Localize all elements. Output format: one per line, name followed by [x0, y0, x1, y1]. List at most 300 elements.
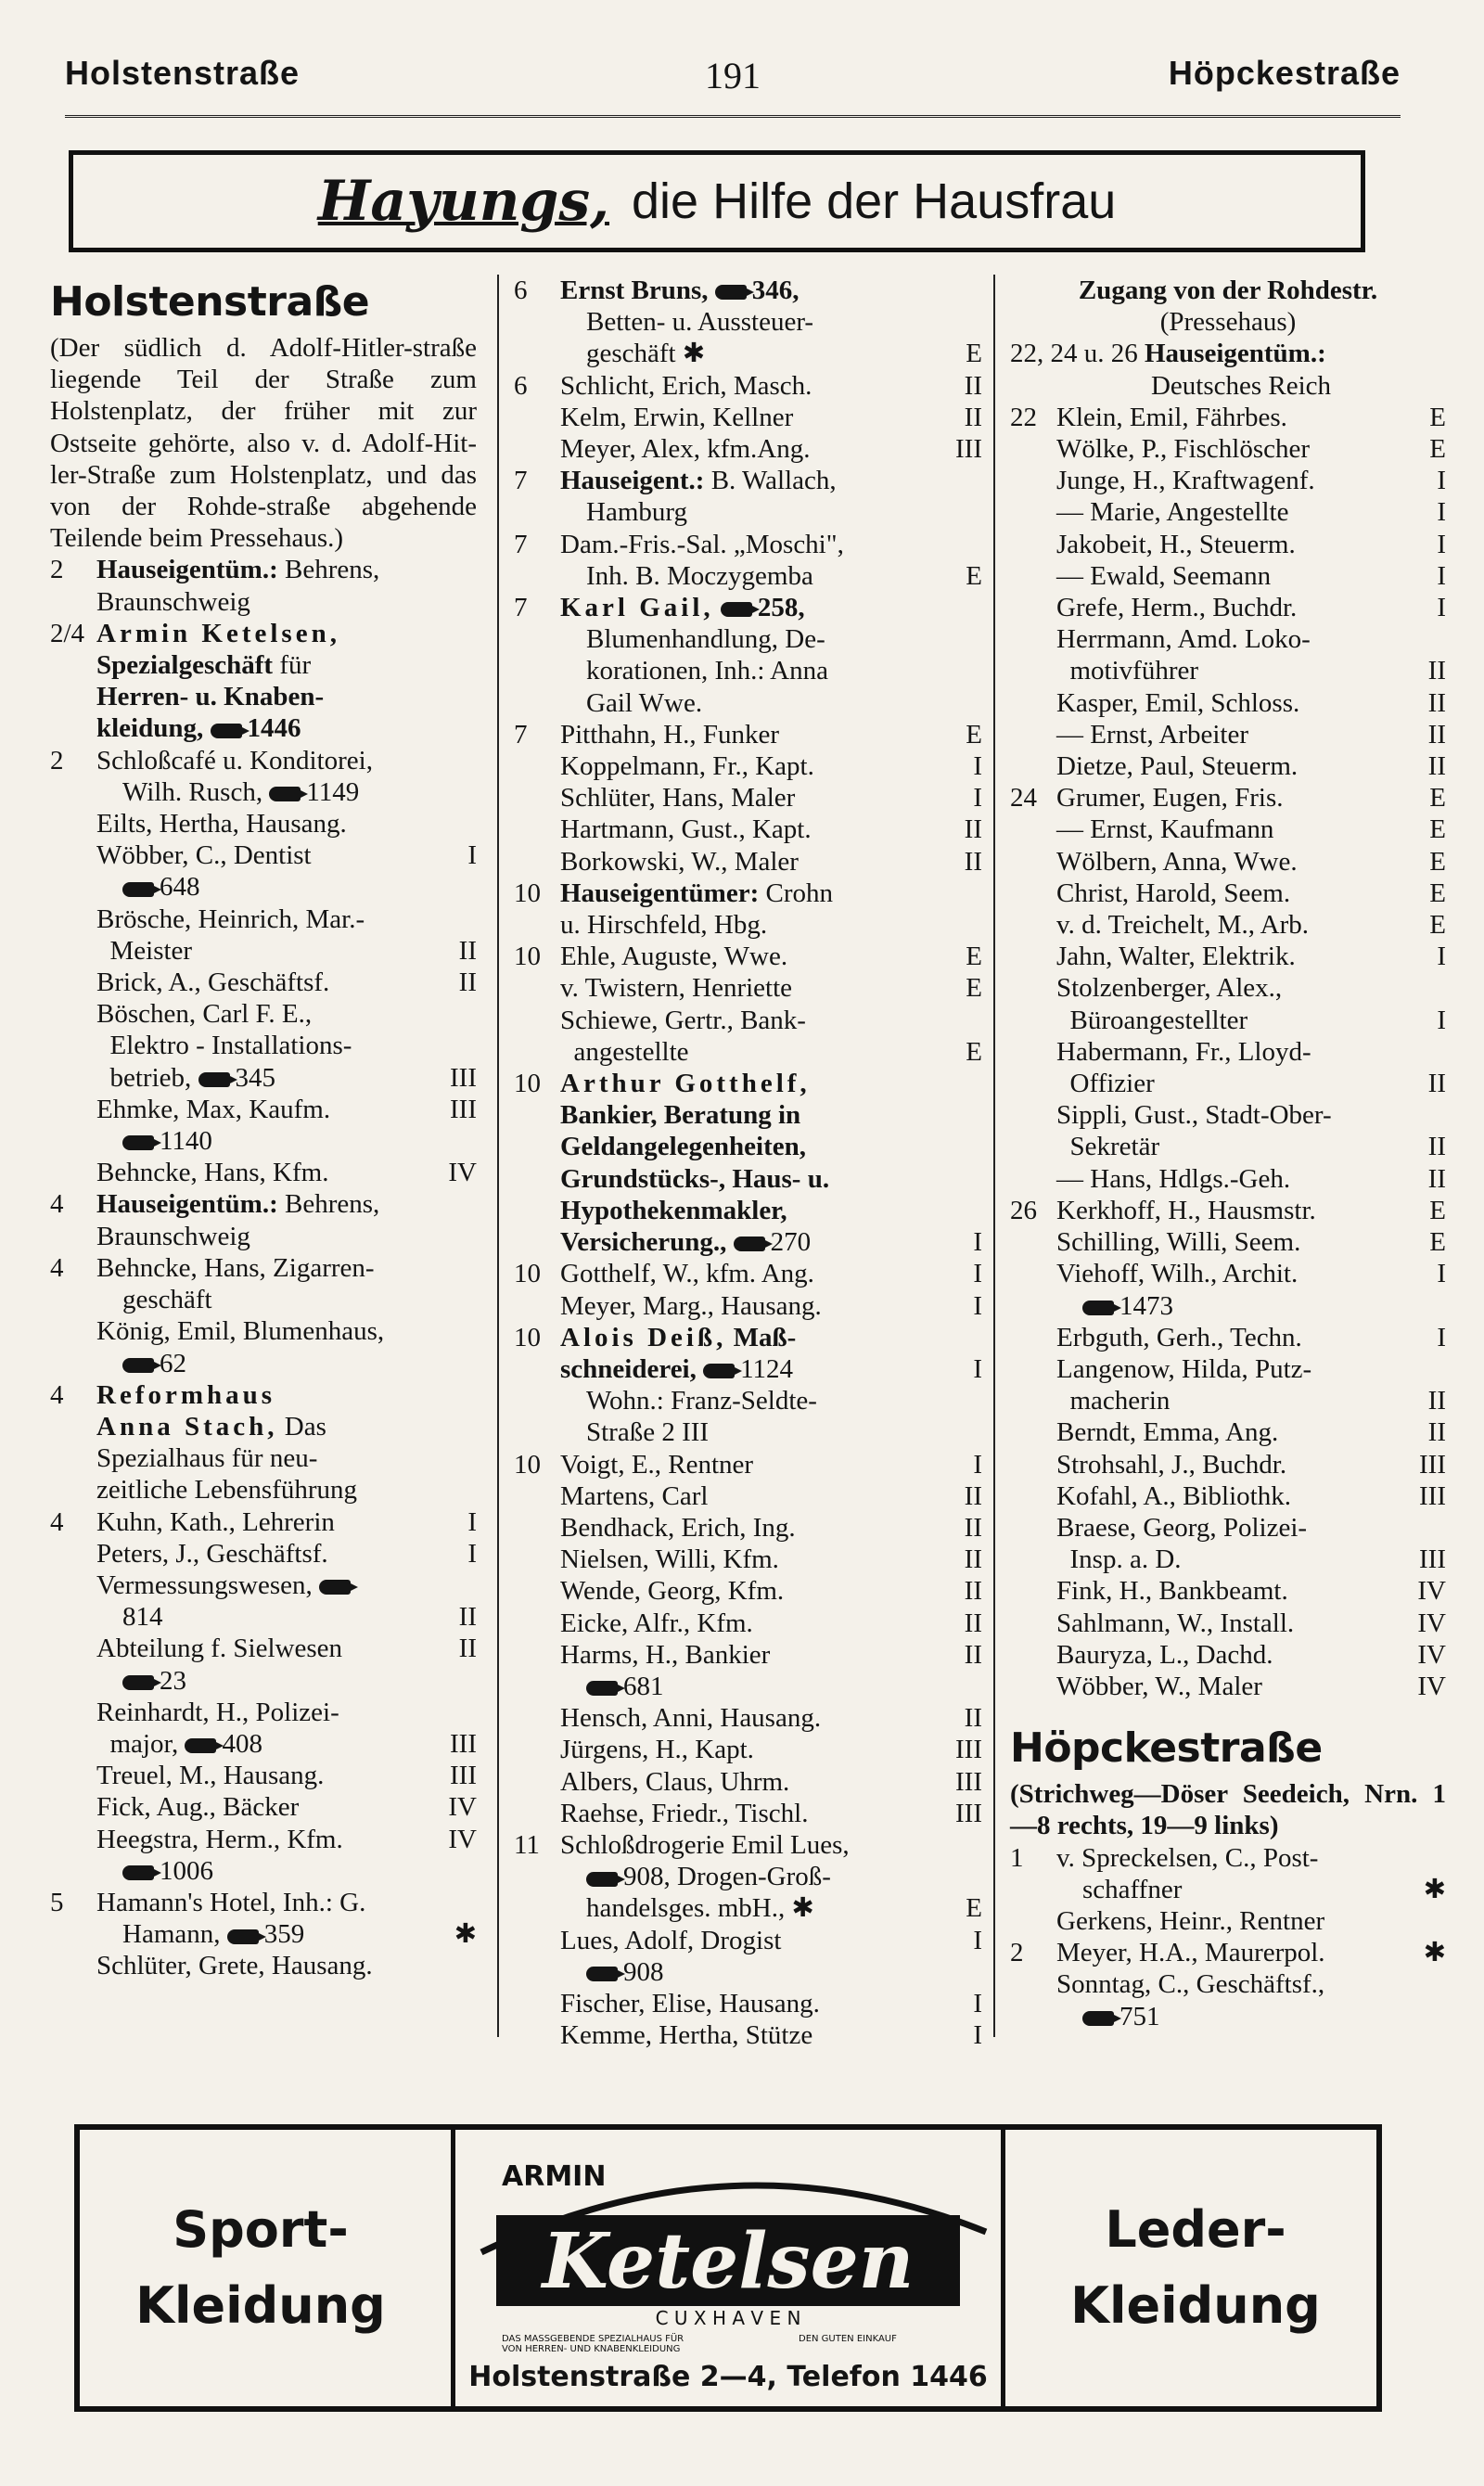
house-number: 24: [1010, 783, 1037, 814]
business-line: Gail Wwe.: [586, 687, 703, 718]
business-owner: Anna Stach,: [96, 1411, 278, 1442]
floor: I: [973, 783, 982, 814]
floor: E: [1429, 846, 1446, 877]
floor: I: [1437, 466, 1446, 496]
floor: E: [966, 560, 982, 591]
telephone-icon: [122, 1358, 154, 1373]
address-entry: [1010, 1937, 1446, 2032]
owner-name: Deutsches Reich: [1150, 370, 1332, 401]
floor: E: [1429, 878, 1446, 908]
phone-number: 751: [1119, 2001, 1160, 2031]
resident-name: Nielsen, Willi, Kfm.: [560, 1544, 779, 1575]
floor: I: [1437, 1259, 1446, 1289]
floor: II: [458, 967, 477, 998]
logo-name: Ketelsen: [542, 2217, 915, 2306]
house-number: 7: [514, 593, 528, 623]
house-number: 4: [50, 1189, 64, 1220]
phone-number: 1149: [306, 776, 360, 807]
house-number: 10: [514, 878, 541, 908]
resident-name: Schiewe, Gertr., Bank-: [560, 1005, 806, 1035]
header-left-street: Holstenstraße: [65, 54, 301, 92]
phone-number: 1124: [740, 1353, 794, 1384]
resident-name: König, Emil, Blumenhaus,: [96, 1316, 385, 1347]
floor: II: [964, 1512, 982, 1543]
address-entry: [514, 1449, 982, 1829]
business-line: Versicherung.,: [560, 1227, 727, 1258]
floor: E: [1429, 402, 1446, 432]
address-entry: [514, 878, 982, 941]
resident-name: Meyer, H.A., Maurerpol.: [1056, 1938, 1325, 1968]
ad-left-line: Sport-: [173, 2200, 349, 2259]
address-entry: [1010, 1195, 1446, 1702]
resident-name: Herrmann, Amd. Loko-: [1056, 624, 1311, 655]
phone-number: 908: [623, 1956, 664, 1987]
business-name: Reformhaus: [96, 1379, 276, 1410]
floor: II: [458, 1634, 477, 1664]
resident-name: Fischer, Elise, Hausang.: [560, 1988, 820, 2018]
floor: II: [1427, 719, 1446, 750]
floor: II: [1427, 1386, 1446, 1416]
floor: I: [973, 1353, 982, 1384]
floor: I: [973, 1925, 982, 1955]
telephone-icon: [319, 1580, 351, 1595]
resident-name: Abteilung f. Sielwesen: [96, 1634, 342, 1664]
business-line: Spezialgeschäft: [96, 650, 274, 681]
address-entry: [514, 1068, 982, 1258]
floor: E: [966, 1036, 982, 1067]
logo-tagline: DEN GUTEN EINKAUF: [799, 2334, 897, 2344]
floor: I: [467, 1506, 477, 1537]
resident-line: [96, 903, 477, 935]
business-line: Herren- u. Knaben-: [96, 682, 325, 712]
owner-city: Braunschweig: [96, 1221, 250, 1251]
house-number: 1: [1010, 1842, 1024, 1873]
floor: I: [1437, 1005, 1446, 1035]
floor: II: [964, 1703, 982, 1734]
ad-address: Holstenstraße 2—4, Telefon 1446: [468, 2361, 988, 2393]
phone-number: 1446: [247, 713, 301, 744]
floor: III: [450, 1761, 477, 1791]
floor: II: [458, 935, 477, 966]
phone-number: 62: [160, 1348, 186, 1378]
business-line: Betten- u. Aussteuer-: [586, 307, 814, 338]
address-entry: [514, 1829, 982, 2051]
resident-name: Sekretär: [1056, 1132, 1160, 1162]
floor: III: [955, 434, 982, 465]
address-entry: [50, 1252, 477, 1379]
address-entry: [50, 1506, 477, 1887]
phone-number: 1473: [1119, 1290, 1173, 1321]
floor: II: [1427, 751, 1446, 782]
telephone-icon: [715, 285, 747, 300]
phone-number: 270: [770, 1227, 812, 1258]
telephone-icon: [122, 1135, 154, 1150]
phone-number: 681: [623, 1671, 664, 1701]
top-advertisement: [69, 150, 1365, 252]
resident-name: Büroangestellter: [1056, 1005, 1248, 1035]
resident-name: Koppelmann, Fr., Kapt.: [560, 751, 814, 782]
address-entry: [50, 1188, 477, 1251]
floor: I: [973, 1988, 982, 2018]
resident-name: Vermessungswesen,: [96, 1570, 313, 1600]
business-name: Dam.-Fris.-Sal. „Moschi",: [560, 529, 844, 559]
house-number: 7: [514, 719, 528, 750]
column-1: [50, 275, 477, 2102]
street-heading: Höpckestraße: [1010, 1724, 1323, 1773]
floor: II: [1427, 1132, 1446, 1162]
address-entry: [514, 370, 982, 466]
business-line: Wohn.: Franz-Seldte-: [586, 1386, 817, 1416]
telephone-icon: [227, 1929, 259, 1944]
floor: E: [1429, 434, 1446, 465]
resident-name: Lues, Adolf, Drogist: [560, 1925, 782, 1955]
business-line: Spezialhaus für neu-: [96, 1443, 318, 1474]
business-line: Drogen-Groß-: [670, 1862, 831, 1892]
floor: IV: [448, 1158, 477, 1188]
resident-detail: schaffner: [1082, 1874, 1183, 1904]
access-note: Zugang von der Rohdestr.: [1078, 276, 1378, 305]
resident-name: Meyer, Marg., Hausang.: [560, 1290, 822, 1321]
address-entry: [50, 618, 477, 745]
resident-detail: geschäft: [122, 1285, 212, 1315]
resident-name: Jakobeit, H., Steuerm.: [1056, 529, 1296, 559]
resident-name: Fink, H., Bankbeamt.: [1056, 1576, 1288, 1607]
telephone-icon: [211, 724, 242, 738]
floor: E: [966, 719, 982, 750]
floor: I: [973, 751, 982, 782]
telephone-icon: [586, 1967, 618, 1981]
floor: II: [964, 814, 982, 845]
bottom-advertisement: [74, 2124, 1382, 2412]
column-divider: [993, 275, 995, 2037]
resident-name: Behncke, Hans, Zigarren-: [96, 1252, 375, 1283]
phone-number: 1006: [160, 1855, 213, 1886]
header-rule: [65, 115, 1401, 122]
house-number: 10: [514, 1449, 541, 1480]
floor: II: [964, 370, 982, 401]
floor: III: [1419, 1480, 1446, 1511]
floor: E: [1429, 783, 1446, 814]
floor: II: [964, 846, 982, 877]
floor: II: [458, 1602, 477, 1633]
floor: I: [973, 2020, 982, 2051]
address-entry: [514, 529, 982, 592]
telephone-icon: [122, 1865, 154, 1880]
resident-name: Sippli, Gust., Stadt-Ober-: [1056, 1100, 1332, 1131]
telephone-icon: [586, 1872, 618, 1887]
resident-name: Kerkhoff, H., Hausmstr.: [1056, 1195, 1316, 1225]
house-number: 10: [514, 1322, 541, 1352]
business-line: kleidung,: [96, 713, 204, 744]
resident-line: [96, 967, 477, 998]
resident-name: Kofahl, A., Bibliothk.: [1056, 1480, 1291, 1511]
floor: E: [966, 942, 982, 972]
resident-name: Harms, H., Bankier: [560, 1639, 771, 1670]
resident-name: — Ewald, Seemann: [1056, 560, 1272, 591]
address-entry: [1010, 782, 1446, 1195]
floor: I: [973, 1449, 982, 1480]
business-name: Schloßcafé u. Konditorei,: [96, 745, 373, 775]
phone-number: 408: [222, 1728, 262, 1759]
ad-left-line: Kleidung: [135, 2276, 386, 2335]
resident-name: Braese, Georg, Polizei-: [1056, 1512, 1308, 1543]
floor: I: [1437, 560, 1446, 591]
resident-name: Brösche, Heinrich, Mar.-: [96, 903, 365, 934]
telephone-icon: [185, 1738, 216, 1753]
resident-name: — Ernst, Arbeiter: [1056, 719, 1248, 750]
street-heading: Holstenstraße: [50, 278, 370, 326]
house-number: 4: [50, 1506, 64, 1537]
owner-name: u. Hirschfeld, Hbg.: [560, 910, 768, 941]
phone-number: 23: [160, 1665, 186, 1696]
telephone-icon: [269, 787, 301, 801]
floor: ✱: [1423, 1874, 1446, 1904]
phone-number: 648: [160, 872, 200, 903]
resident-name: Pitthahn, H., Funker: [560, 719, 780, 750]
house-number: 10: [514, 942, 541, 972]
resident-name: Kuhn, Kath., Lehrerin: [96, 1506, 335, 1537]
floor: IV: [1417, 1576, 1446, 1607]
resident-name: Dietze, Paul, Steuerm.: [1056, 751, 1298, 782]
address-entry: [50, 1887, 477, 1982]
resident-name: Erbguth, Gerh., Techn.: [1056, 1322, 1302, 1352]
business-name: Schloßdrogerie Emil Lues,: [560, 1829, 850, 1860]
ad-panel-logo: [451, 2130, 1005, 2406]
logo-tagline: VON HERREN- UND KNABENKLEIDUNG: [502, 2344, 681, 2352]
floor: E: [1429, 1227, 1446, 1258]
floor: I: [1437, 1322, 1446, 1352]
phone-number: 346,: [751, 276, 800, 305]
resident-name: Gotthelf, W., kfm. Ang.: [560, 1259, 814, 1289]
telephone-icon: [721, 602, 752, 617]
house-number: 10: [514, 1259, 541, 1289]
resident-name: Junge, H., Kraftwagenf.: [1056, 466, 1315, 496]
column-3: [1010, 275, 1446, 2102]
floor: I: [467, 1538, 477, 1569]
resident-name: Kemme, Hertha, Stütze: [560, 2020, 813, 2051]
owner-city: Braunschweig: [96, 586, 250, 617]
house-number: 10: [514, 1069, 541, 1099]
owner-name: Behrens,: [277, 1189, 380, 1220]
resident-name: Strohsahl, J., Buchdr.: [1056, 1449, 1287, 1480]
column-divider: [497, 275, 499, 2037]
address-entry: [514, 1322, 982, 1449]
resident-name: Schilling, Willi, Seem.: [1056, 1227, 1301, 1258]
business-line: handelsges. mbH., ✱: [586, 1893, 814, 1924]
resident-name: Wöbber, W., Maler: [1056, 1671, 1262, 1701]
resident-name: Bendhack, Erich, Ing.: [560, 1512, 796, 1543]
street-description: (Strichweg—Döser Seedeich, Nrn. 1—8 rechts, 19—9 links): [1010, 1779, 1446, 1841]
resident-name: Eicke, Alfr., Kfm.: [560, 1608, 753, 1638]
resident-name: Borkowski, W., Maler: [560, 846, 799, 877]
floor: III: [955, 1766, 982, 1797]
page-number: 191: [705, 55, 761, 96]
ad-brand: Hayungs,: [317, 169, 610, 234]
business-name: Arthur Gotthelf,: [560, 1069, 811, 1099]
resident-name: Meister: [96, 935, 193, 966]
resident-name: Klein, Emil, Fährbes.: [1056, 402, 1287, 432]
resident-name: Voigt, E., Rentner: [560, 1449, 754, 1480]
house-number: 7: [514, 466, 528, 496]
resident-name: Treuel, M., Hausang.: [96, 1761, 325, 1791]
floor: E: [966, 973, 982, 1004]
resident-name: Wölke, P., Fischlöscher: [1056, 434, 1311, 465]
ad-panel-right: [1015, 2130, 1376, 2406]
floor: II: [964, 402, 982, 432]
running-header: [65, 54, 1401, 100]
owner-name: Wilh. Rusch,: [122, 776, 263, 807]
house-number: 2/4: [50, 618, 85, 648]
floor: I: [467, 840, 477, 871]
resident-name: Schlüter, Grete, Hausang.: [96, 1951, 373, 1981]
floor: III: [1419, 1449, 1446, 1480]
business-line: Geldangelegenheiten,: [560, 1132, 807, 1162]
telephone-icon: [122, 882, 154, 897]
telephone-icon: [734, 1237, 765, 1251]
address-entry: [514, 275, 982, 370]
business-name: Armin Ketelsen,: [96, 618, 340, 648]
address-entry: [50, 745, 477, 1189]
owner-label: Hauseigent.:: [560, 466, 705, 496]
resident-name: Berndt, Emma, Ang.: [1056, 1417, 1279, 1448]
resident-name: Albers, Claus, Uhrm.: [560, 1766, 790, 1797]
resident-name: Stolzenberger, Alex.,: [1056, 973, 1283, 1004]
address-entry: [1010, 402, 1446, 782]
resident-name: Sahlmann, W., Install.: [1056, 1608, 1295, 1638]
resident-name: Habermann, Fr., Lloyd-: [1056, 1036, 1311, 1067]
resident-line: [96, 1030, 477, 1061]
resident-name: Fick, Aug., Bäcker: [96, 1792, 300, 1823]
floor: II: [964, 1544, 982, 1575]
resident-name: Böschen, Carl F. E.,: [96, 999, 313, 1030]
floor: IV: [1417, 1608, 1446, 1638]
phone-number: 359: [263, 1919, 305, 1950]
resident-line: [96, 808, 477, 839]
floor: II: [964, 1480, 982, 1511]
floor: I: [973, 1259, 982, 1289]
floor: IV: [1417, 1671, 1446, 1701]
phone-number: 258,: [757, 593, 805, 623]
resident-line: [96, 935, 477, 967]
floor: I: [973, 1227, 982, 1258]
address-entry: [1010, 1842, 1446, 1938]
phone-number: 345: [235, 1062, 276, 1093]
owner-name: Behrens,: [277, 555, 380, 585]
telephone-icon: [198, 1072, 230, 1087]
resident-name: Kelm, Erwin, Kellner: [560, 402, 794, 432]
ad-panel-left: [80, 2130, 441, 2406]
floor: III: [955, 1798, 982, 1828]
address-entry: [514, 719, 982, 878]
floor: II: [1427, 1069, 1446, 1099]
floor: IV: [448, 1824, 477, 1854]
owner-label: Hauseigentüm.:: [1145, 339, 1326, 369]
floor: III: [955, 1735, 982, 1765]
business-line: Hypothekenmakler,: [560, 1195, 787, 1225]
resident-name: motivführer: [1056, 656, 1199, 686]
resident-name: Christ, Harold, Seem.: [1056, 878, 1291, 908]
floor: I: [1437, 942, 1446, 972]
address-entry: [514, 465, 982, 528]
resident-name: Schlicht, Erich, Masch.: [560, 370, 812, 401]
business-line: zeitliche Lebensführung: [96, 1475, 358, 1506]
resident-name: Meyer, Alex, kfm.Ang.: [560, 434, 811, 465]
address-entry: [50, 1379, 477, 1506]
floor: E: [1429, 1195, 1446, 1225]
floor: II: [1427, 1417, 1446, 1448]
resident-name: v. Twistern, Henriette: [560, 973, 793, 1004]
floor: ✱: [1423, 1938, 1446, 1968]
resident-name: Hensch, Anni, Hausang.: [560, 1703, 822, 1734]
floor: I: [1437, 529, 1446, 559]
resident-name: Peters, J., Geschäftsf.: [96, 1538, 328, 1569]
floor: I: [1437, 497, 1446, 528]
house-number: 7: [514, 529, 528, 559]
floor: I: [1437, 593, 1446, 623]
ad-slogan: die Hilfe der Hausfrau: [632, 173, 1117, 229]
owner-name: Crohn: [759, 878, 833, 908]
resident-name: Bauryza, L., Dachd.: [1056, 1639, 1273, 1670]
house-number: 5: [50, 1887, 64, 1917]
house-number: 4: [50, 1379, 64, 1410]
logo-top-text: ARMIN: [502, 2160, 607, 2193]
house-number: 22, 24 u. 26: [1010, 339, 1138, 369]
resident-name: Gerkens, Heinr., Rentner: [1056, 1905, 1325, 1936]
house-number: 2: [1010, 1938, 1024, 1968]
house-number: 26: [1010, 1195, 1037, 1225]
floor: I: [973, 1290, 982, 1321]
street-description: (Der südlich d. Adolf-Hitler-straße liegende Teil der Straße zum Holstenplatz, der früher mit zur Ostseite gehörte, also v. d. Adolf-Hit-ler-Straße zum Holstenplatz, und das von der Rohde-straße abgehende Teilende beim Pressehaus.): [50, 333, 477, 554]
resident-name: — Marie, Angestellte: [1056, 497, 1289, 528]
resident-name: Langenow, Hilda, Putz-: [1056, 1353, 1312, 1384]
column-2: [514, 275, 982, 2102]
telephone-icon: [1082, 1301, 1114, 1315]
owner-label: Hauseigentümer:: [560, 878, 760, 908]
business-name: Hamann's Hotel, Inh.: G.: [96, 1887, 366, 1917]
resident-name: Raehse, Friedr., Tischl.: [560, 1798, 809, 1828]
resident-name: Hartmann, Gust., Kapt.: [560, 814, 812, 845]
resident-line: [96, 839, 477, 871]
floor: II: [964, 1639, 982, 1670]
business-name: Ernst Bruns,: [560, 276, 709, 305]
resident-name: Behncke, Hans, Kfm.: [96, 1158, 329, 1188]
floor: IV: [448, 1792, 477, 1823]
floor: II: [964, 1608, 982, 1638]
house-number: 2: [50, 745, 64, 775]
owner-label: Hauseigentüm.:: [96, 555, 278, 585]
phone-number: 814: [122, 1602, 163, 1633]
access-note: (Pressehaus): [1159, 307, 1297, 338]
resident-name: — Ernst, Kaufmann: [1056, 814, 1274, 845]
resident-name: angestellte: [560, 1036, 689, 1067]
resident-name: Brick, A., Geschäftsf.: [96, 967, 330, 998]
resident-name: Sonntag, C., Geschäftsf.,: [1056, 1969, 1325, 2000]
owner-city: Hamburg: [586, 497, 688, 528]
floor: E: [966, 339, 982, 369]
resident-name: betrieb,: [96, 1062, 192, 1093]
business-line: korationen, Inh.: Anna: [586, 656, 828, 686]
resident-name: Wölbern, Anna, Wwe.: [1056, 846, 1298, 877]
resident-name: Eilts, Hertha, Hausang.: [96, 809, 347, 839]
address-entry: [514, 941, 982, 1068]
resident-name: Schlüter, Hans, Maler: [560, 783, 796, 814]
header-right-street: Höpckestraße: [1168, 54, 1401, 92]
floor: E: [1429, 814, 1446, 845]
ad-right-line: Kleidung: [1070, 2276, 1321, 2335]
business-line: Grundstücks-, Haus- u.: [560, 1163, 830, 1194]
telephone-icon: [586, 1681, 618, 1696]
floor: E: [966, 1893, 982, 1924]
